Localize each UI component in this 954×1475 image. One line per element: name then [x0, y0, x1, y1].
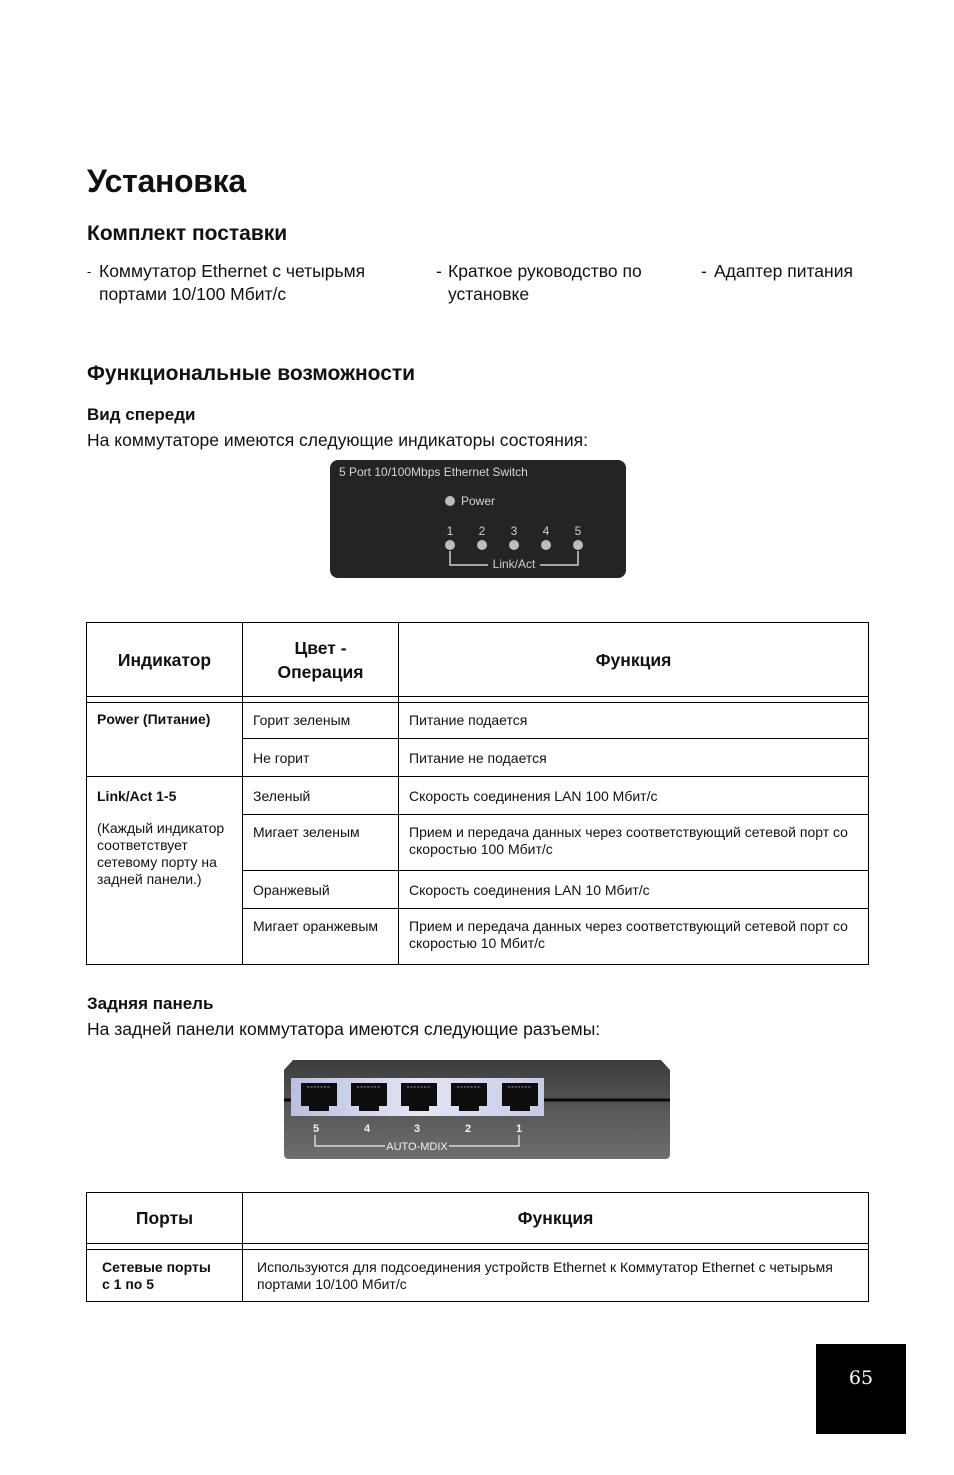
kit-heading: Комплект поставки: [87, 222, 288, 245]
power-led-label: Power: [461, 494, 496, 508]
front-panel-illustration: [330, 460, 626, 578]
status-indicator-table: [86, 622, 869, 965]
indicator-cell: [87, 777, 243, 965]
column-header-color: Цвет - Операция: [243, 623, 399, 697]
column-header-ports: Порты: [87, 1193, 243, 1244]
page-number: 65: [848, 1367, 874, 1389]
table-row: [87, 777, 869, 815]
table-row: [87, 1250, 869, 1302]
link-led-icon: [477, 540, 487, 550]
rear-panel-intro: На задней панели коммутатора имеются следующие разъемы:: [87, 1019, 601, 1039]
link-led-icon: [573, 540, 583, 550]
color-cell: Мигает оранжевым: [253, 918, 379, 934]
led-number: 3: [510, 524, 518, 538]
function-cell: Прием и передача данных через соответствующий сетевой порт со скоростью 10 Мбит/с: [409, 918, 848, 951]
power-led-icon: [445, 496, 455, 506]
indicator-power: Power (Питание): [97, 711, 211, 727]
front-panel-model: 5 Port 10/100Mbps Ethernet Switch: [339, 465, 528, 479]
kit-item-dash: -: [87, 264, 92, 279]
function-cell: Используются для подсоединения устройств Ethernet к Коммутатор Ethernet с четырьмя портами 10/100 Мбит/с: [257, 1259, 833, 1292]
led-number: 4: [542, 524, 550, 538]
features-heading: Функциональные возможности: [87, 362, 416, 385]
link-led-icon: [509, 540, 519, 550]
function-cell: Скорость соединения LAN 10 Мбит/с: [409, 882, 650, 898]
table-row: [87, 703, 869, 739]
link-act-label: Link/Act: [492, 557, 536, 571]
kit-item-label: Адаптер питания: [714, 261, 853, 281]
function-cell: Питание подается: [409, 712, 528, 728]
rear-panel-illustration: [281, 1058, 673, 1162]
rear-panel-heading: Задняя панель: [87, 994, 214, 1013]
rear-port-number: 4: [363, 1123, 371, 1135]
column-header-indicator: Индикатор: [87, 623, 243, 697]
front-view-heading: Вид спереди: [87, 405, 196, 424]
column-header-function: Функция: [243, 1193, 869, 1244]
color-cell: Зеленый: [253, 788, 311, 804]
kit-item-label: Краткое руководство по установке: [448, 261, 642, 304]
rear-port-number: 2: [464, 1123, 472, 1135]
indicator-cell: [87, 703, 243, 777]
kit-item-switch: [87, 260, 407, 306]
led-number: 5: [574, 524, 582, 538]
auto-mdix-label: AUTO-MDIX: [386, 1141, 448, 1153]
indicator-link: Link/Act 1-5: [97, 788, 177, 804]
page-number-badge: [816, 1344, 906, 1434]
led-number: 1: [446, 524, 454, 538]
color-cell: Оранжевый: [253, 882, 330, 898]
column-header-function: Функция: [399, 623, 869, 697]
color-cell: Горит зеленым: [253, 712, 351, 728]
function-cell: Скорость соединения LAN 100 Мбит/с: [409, 788, 658, 804]
indicator-note: (Каждый индикатор соответствует сетевому порту на задней панели.): [97, 820, 225, 887]
ports-table: [86, 1192, 869, 1302]
color-cell: Мигает зеленым: [253, 824, 360, 840]
kit-item-label: Коммутатор Ethernet с четырьмя портами 10/100 Мбит/с: [99, 261, 366, 304]
link-led-icon: [445, 540, 455, 550]
kit-item-guide: [436, 260, 686, 306]
led-number: 2: [478, 524, 486, 538]
kit-item-adapter: [701, 260, 901, 283]
rear-port-number: 3: [413, 1123, 421, 1135]
rear-port-number: 5: [312, 1123, 320, 1135]
kit-item-dash: -: [436, 261, 442, 281]
color-cell: Не горит: [253, 750, 310, 766]
page-title: Установка: [87, 163, 246, 199]
kit-item-dash: -: [701, 261, 707, 281]
function-cell: Питание не подается: [409, 750, 547, 766]
rear-port-number: 1: [515, 1123, 523, 1135]
ports-cell: Сетевые порты с 1 по 5: [102, 1259, 211, 1292]
link-led-icon: [541, 540, 551, 550]
function-cell: Прием и передача данных через соответствующий сетевой порт со скоростью 100 Мбит/с: [409, 824, 848, 857]
front-view-intro: На коммутаторе имеются следующие индикаторы состояния:: [87, 430, 588, 450]
